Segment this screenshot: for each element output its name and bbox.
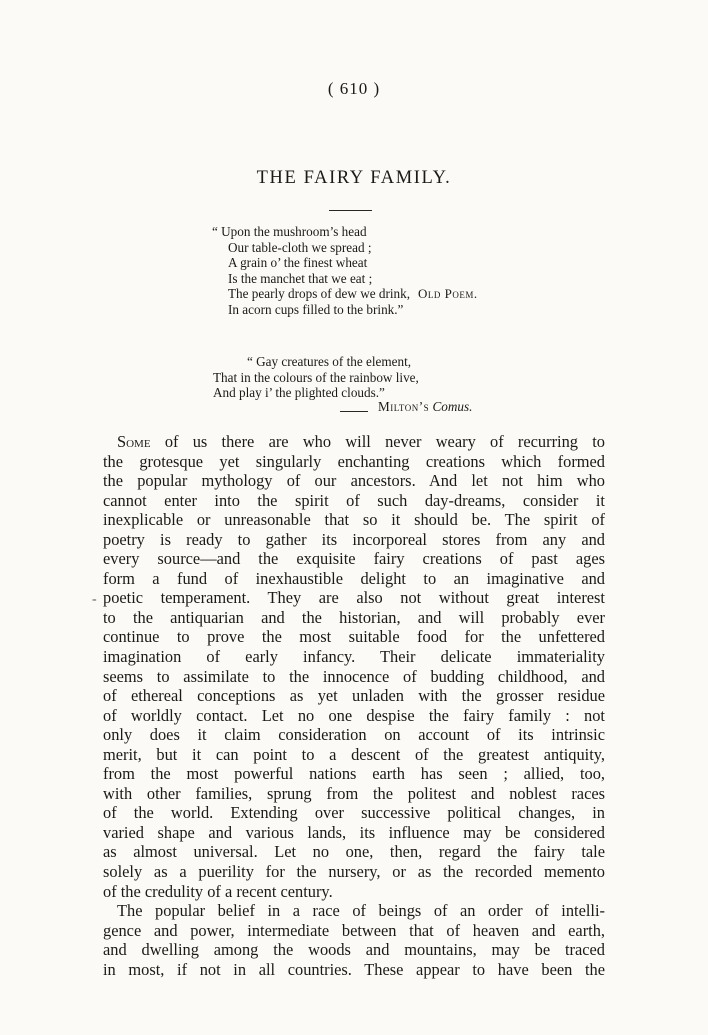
paragraph-line: and dwelling among the woods and mountains, may be traced [103, 940, 605, 960]
paragraph-line: of worldly contact. Let no one despise the fairy family : not [103, 705, 605, 725]
paragraph-line: varied shape and various lands, its influence may be considered [103, 822, 605, 842]
paragraph-line: solely as a puerility for the nursery, or as the recorded memento [103, 862, 605, 882]
paragraph-line: of ethereal conceptions as yet unladen with the grosser residue [103, 686, 605, 706]
paragraph-line: of the credulity of a recent century. [103, 881, 333, 901]
epigraph-rule [340, 411, 368, 412]
paragraph-line: poetic temperament. They are also not without great interest [103, 588, 605, 608]
paragraph-line: gence and power, intermediate between that of heaven and earth, [103, 920, 605, 940]
paragraph-line: as almost universal. Let no one, then, regard the fairy tale [103, 842, 605, 862]
verse-line: The pearly drops of dew we drink, [228, 286, 411, 302]
paragraph-line: continue to prove the most suitable food for the unfettered [103, 627, 605, 647]
paragraph-line: with other families, sprung from the politest and noblest races [103, 783, 605, 803]
title-rule [329, 210, 372, 211]
paragraph-line: from the most powerful nations earth has seen ; allied, too, [103, 764, 605, 784]
verse-line: Is the manchet that we eat ; [228, 270, 373, 286]
paragraph-line: to the antiquarian and the historian, and will probably ever [103, 607, 605, 627]
paragraph-line: cannot enter into the spirit of such day-dreams, consider it [103, 490, 605, 510]
verse-line: In acorn cups filled to the brink.” [228, 301, 404, 317]
paragraph-line: merit, but it can point to a descent of the greatest antiquity, [103, 744, 605, 764]
attribution-work: Comus. [432, 399, 473, 414]
paragraph-line: the popular mythology of our ancestors. And let not him who [103, 471, 605, 491]
article-title: THE FAIRY FAMILY. [256, 168, 452, 188]
paragraph-line: inexplicable or unreasonable that so it should be. The spirit of [103, 510, 605, 530]
verse-line: A grain o’ the finest wheat [228, 255, 368, 271]
epigraph-attribution-old-poem: Old Poem. [418, 286, 478, 301]
page-number: ( 610 ) [327, 79, 381, 98]
verse-line: Our table-cloth we spread ; [228, 239, 372, 255]
attribution-author: Milton’s [378, 399, 430, 414]
paragraph-line: of the world. Extending over successive political changes, in [103, 803, 605, 823]
paragraph-line: seems to assimilate to the innocence of budding childhood, and [103, 666, 605, 686]
margin-mark: - [92, 592, 97, 607]
paragraph-line: in most, if not in all countries. These appear to have been the [103, 959, 605, 979]
paragraph-line: imagination of early infancy. Their delicate immateriality [103, 647, 605, 667]
body-text [103, 432, 605, 979]
paragraph-line: The popular belief in a race of beings of an order of intelli- [117, 901, 605, 921]
paragraph-line: every source—and the exquisite fairy creations of past ages [103, 549, 605, 569]
paragraph-line: form a fund of inexhaustible delight to an imaginative and [103, 568, 605, 588]
paragraph-line: only does it claim consideration on account of its intrinsic [103, 725, 605, 745]
epigraph-attribution-comus [378, 399, 472, 415]
verse-line: That in the colours of the rainbow live, [213, 369, 419, 385]
paragraph-line: poetry is ready to gather its incorporeal stores from any and [103, 529, 605, 549]
epigraph-old-poem [212, 224, 410, 318]
epigraph-comus [213, 354, 419, 401]
verse-line: “ Gay creatures of the element, [247, 354, 412, 369]
paragraph-line: Some of us there are who will never weary of recurring to [117, 432, 605, 451]
verse-line: “ Upon the mushroom’s head [212, 224, 367, 239]
verse-line: And play i’ the plighted clouds.” [213, 385, 385, 401]
paragraph-line: the grotesque yet singularly enchanting creations which formed [103, 451, 605, 471]
lead-word: Some [117, 432, 151, 451]
